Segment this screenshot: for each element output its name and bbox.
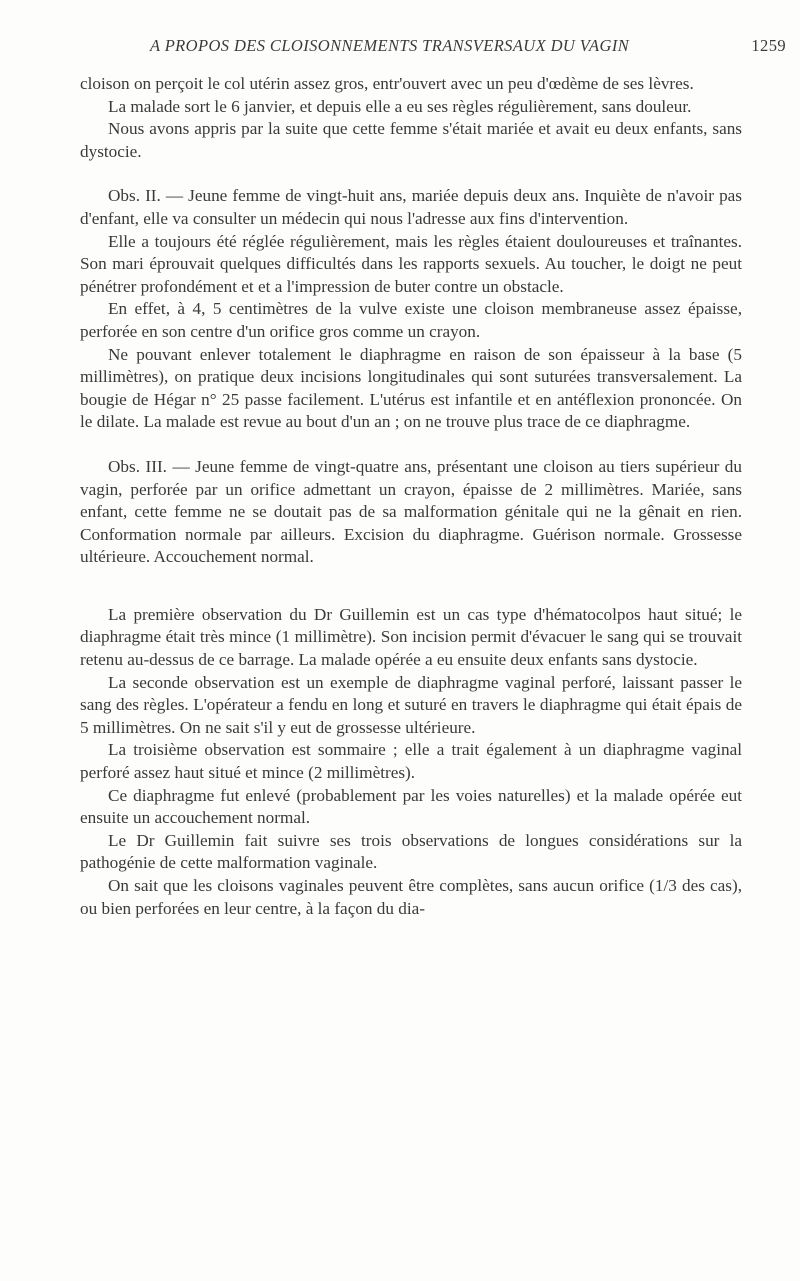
page-number: 1259 bbox=[751, 36, 786, 55]
paragraph-discussion-3: La troisième observation est sommaire ; elle a trait également à un diaphragme vaginal perforé assez haut situé et mince (2 millimètres). bbox=[80, 740, 742, 783]
running-header bbox=[80, 36, 786, 60]
paragraph-obs-2-exam: En effet, à 4, 5 centimètres de la vulve existe une cloison membraneuse assez épaisse, perforée en son centre d'un orifice gros comme un crayon. bbox=[80, 299, 742, 341]
paragraph-obs-2-history: Elle a toujours été réglée régulièrement, mais les règles étaient douloureuses et traînantes. Son mari éprouvait quelques difficultés dans les rapports sexuels. Au toucher, le doigt ne peut pénétrer profondément et et a l'impression de buter contre un obstacle. bbox=[80, 231, 742, 296]
paragraph-obs-2: Obs. II. — Jeune femme de vingt-huit ans, mariée depuis deux ans. Inquiète de n'avoir pas d'enfant, elle va consulter un médecin qui nous l'adresse aux fins d'intervention. bbox=[80, 186, 742, 228]
paragraph-discharge: La malade sort le 6 janvier, et depuis elle a eu ses règles régulièrement, sans douleur. bbox=[108, 96, 692, 116]
body-text bbox=[80, 73, 742, 920]
paragraph-follow-up: Nous avons appris par la suite que cette femme s'était mariée et avait eu deux enfants, sans dystocie. bbox=[80, 119, 742, 161]
paragraph-obs-3: Obs. III. — Jeune femme de vingt-quatre ans, présentant une cloison au tiers supérieur du vagin, perforée par un orifice admettant un crayon, épaisse de 2 millimètres. Mariée, sans enfant, cette femme ne se doutait pas de sa malformation génitale qui ne la gênait en rien. Conformation normale par ailleurs. Excision du diaphragme. Guérison normale. Grossesse ultérieure. Accouchement normal. bbox=[80, 456, 742, 567]
paragraph-obs-2-treatment: Ne pouvant enlever totalement le diaphragme en raison de son épaisseur à la base (5 millimètres), on pratique deux incisions longitudinales qui sont suturées transversalement. La bougie de Hégar n° 25 passe facilement. L'utérus est infantile et en antéflexion prononcée. On le dilate. La malade est revue au bout d'un an ; on ne trouve plus trace de ce diaphragme. bbox=[80, 344, 742, 432]
running-title: A PROPOS DES CLOISONNEMENTS TRANSVERSAUX DU VAGIN bbox=[150, 36, 630, 55]
paragraph-discussion-4: Ce diaphragme fut enlevé (probablement par les voies naturelles) et la malade opérée eut ensuite un accouchement normal. bbox=[80, 785, 742, 828]
paragraph-discussion-6: On sait que les cloisons vaginales peuvent être complètes, sans aucun orifice (1/3 des cas), ou bien perforées en leur centre, à la façon du dia- bbox=[80, 876, 742, 918]
paragraph-continuation: cloison on perçoit le col utérin assez gros, entr'ouvert avec un peu d'œdème de ses lèvres. bbox=[80, 74, 694, 93]
paragraph-discussion-1: La première observation du Dr Guillemin est un cas type d'hématocolpos haut situé; le diaphragme était très mince (1 millimètre). Son incision permit d'évacuer le sang qui se trouvait retenu au-dessus de ce barrage. La malade opérée a eu ensuite deux enfants sans dystocie. bbox=[80, 604, 742, 670]
paragraph-discussion-2: La seconde observation est un exemple de diaphragme vaginal perforé, laissant passer le sang des règles. L'opérateur a fendu en long et suturé en travers le diaphragme qui était épais de 5 millimètres. On ne sait s'il y eut de grossesse ultérieure. bbox=[80, 672, 742, 737]
paragraph-discussion-5: Le Dr Guillemin fait suivre ses trois observations de longues considérations sur la pathogénie de cette malformation vaginale. bbox=[80, 830, 742, 873]
